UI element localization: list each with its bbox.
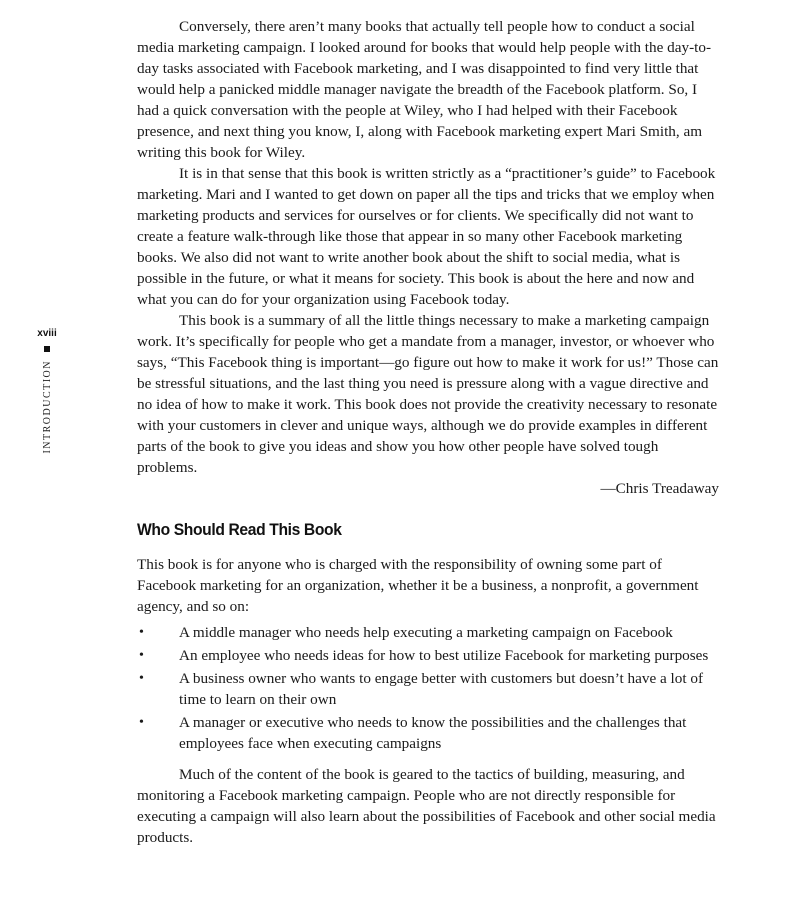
intro-paragraph-3: This book is a summary of all the little things necessary to make a marketing campaign work. It’s specifically for people who get a mandate from a manager, investor, or whoever who says, “This Facebook thing is important—go figure out how to make it work for us!” Those can be stressful situations, and the last thing you need is pressure along with a vague directive and no idea of how to make it work. This book does not provide the creativity necessary to resonate with your customers in clever and unique ways, although we do provide examples in different parts of the book to give you ideas and show you how other people have solved tough problems. <box>137 312 719 476</box>
list-item <box>137 712 719 754</box>
bullet-icon: • <box>139 625 144 640</box>
author-signature: —Chris Treadaway <box>600 480 719 497</box>
page-body <box>137 16 719 848</box>
intro-paragraph-2: It is in that sense that this book is written strictly as a “practitioner’s guide” to Facebook marketing. Mari and I wanted to get down on paper all the tips and tricks that we employ when marketing products and services for ourselves or for clients. We specifically did not want to create a feature walk-through like those that appear in so many other Facebook marketing books. We also did not want to write another book about the shift to social media, what is possible in the future, or what it means for society. This book is about the here and now and what you can do for your organization using Facebook today. <box>137 165 716 308</box>
section-heading: Who Should Read This Book <box>137 520 342 539</box>
running-head: INTRODUCTION <box>41 360 53 454</box>
section-lead-paragraph: This book is for anyone who is charged with the responsibility of owning some part of Facebook marketing for an organization, whether it be a business, a nonprofit, a government agency, and so on: <box>137 556 699 615</box>
square-icon <box>44 346 50 352</box>
intro-paragraph-1: Conversely, there aren’t many books that actually tell people how to conduct a social media marketing campaign. I looked around for books that would help people with the day-to-day tasks associated with Facebook marketing, and I was disappointed to find very little that would help a panicked middle manager navigate the breadth of the Facebook platform. So, I had a quick conversation with the people at Wiley, who I had helped with their Facebook presence, and next thing you know, I, along with Facebook marketing expert Mari Smith, am writing this book for Wiley. <box>137 18 712 161</box>
list-item <box>137 668 719 710</box>
list-item-text: A manager or executive who needs to know the possibilities and the challenges that employees face when executing campaigns <box>179 714 687 752</box>
list-item <box>137 622 719 643</box>
list-item-text: An employee who needs ideas for how to best utilize Facebook for marketing purposes <box>179 647 709 664</box>
list-item-text: A business owner who wants to engage better with customers but doesn’t have a lot of time to learn on their own <box>179 670 704 708</box>
audience-list <box>137 622 719 754</box>
list-item-text: A middle manager who needs help executing a marketing campaign on Facebook <box>179 624 673 641</box>
bullet-icon: • <box>139 648 144 663</box>
margin-tab <box>36 328 58 454</box>
bullet-icon: • <box>139 715 144 730</box>
closing-paragraph: Much of the content of the book is geared to the tactics of building, measuring, and monitoring a Facebook marketing campaign. People who are not directly responsible for executing a campaign will also learn about the possibilities of Facebook and other social media products. <box>137 766 716 846</box>
page-number: xviii <box>37 328 57 339</box>
list-item <box>137 645 719 666</box>
bullet-icon: • <box>139 671 144 686</box>
